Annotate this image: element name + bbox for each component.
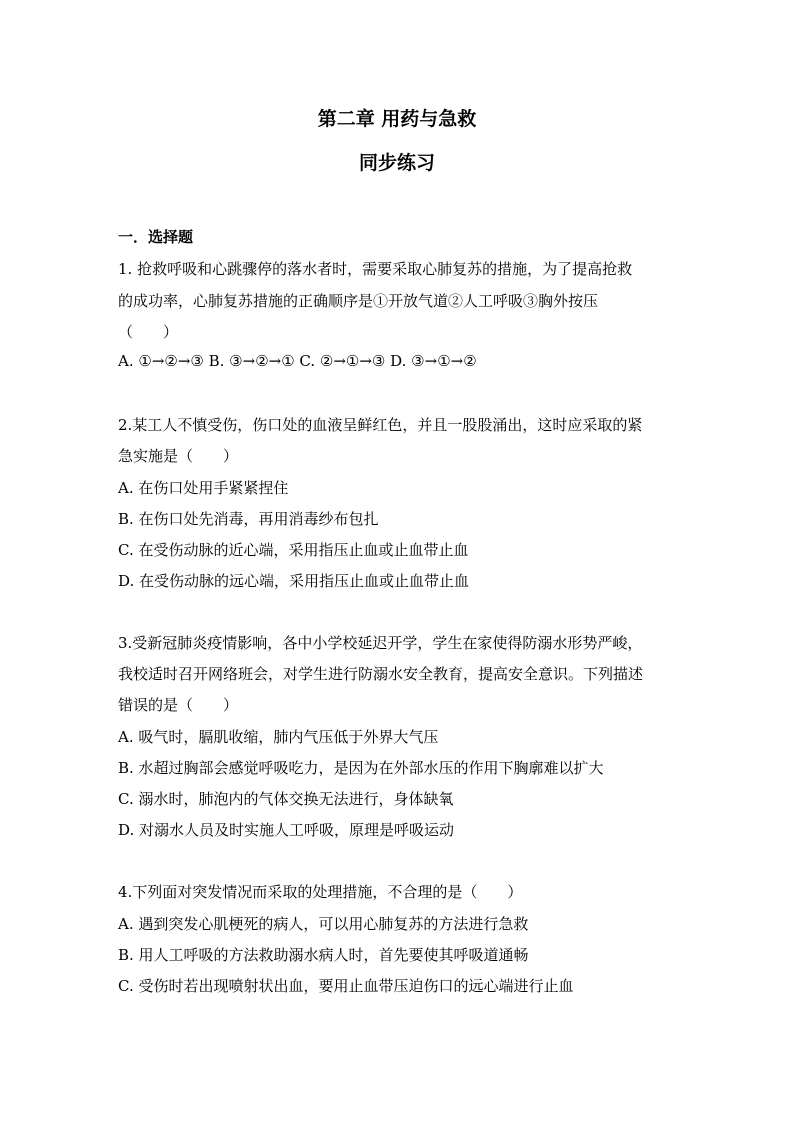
question-4-stem-line-1: 4.下列面对突发情况而采取的处理措施，不合理的是（ ） bbox=[118, 883, 523, 901]
question-3-option-a: A. 吸气时，膈肌收缩，肺内气压低于外界大气压 bbox=[118, 728, 439, 746]
question-3-option-d: D. 对溺水人员及时实施人工呼吸，原理是呼吸运动 bbox=[118, 821, 455, 839]
question-3-stem-line-3: 错误的是（ ） bbox=[118, 696, 239, 714]
question-3-stem-line-2: 我校适时召开网络班会，对学生进行防溺水安全教育，提高安全意识。下列描述 bbox=[118, 665, 644, 683]
question-2-stem-line-1: 2.某工人不慎受伤，伤口处的血液呈鲜红色，并且一股股涌出，这时应采取的紧 bbox=[118, 416, 643, 434]
section-heading: 一．选择题 bbox=[118, 228, 194, 246]
question-3-option-c: C. 溺水时，肺泡内的气体交换无法进行，身体缺氧 bbox=[118, 790, 454, 808]
question-2-option-a: A. 在伤口处用手紧紧捏住 bbox=[118, 479, 289, 497]
question-2-option-d: D. 在受伤动脉的远心端，采用指压止血或止血带止血 bbox=[118, 572, 470, 590]
page-subtitle: 同步练习 bbox=[358, 152, 435, 174]
question-2-stem-line-2: 急实施是（ ） bbox=[118, 447, 239, 465]
question-2-option-b: B. 在伤口处先消毒，再用消毒纱布包扎 bbox=[118, 510, 379, 528]
question-1-stem-line-1: 1. 抢救呼吸和心跳骤停的落水者时，需要采取心肺复苏的措施，为了提高抢救 bbox=[118, 260, 633, 278]
question-2-option-c: C. 在受伤动脉的近心端，采用指压止血或止血带止血 bbox=[118, 541, 469, 559]
question-1-stem-line-2: 的成功率，心肺复苏措施的正确顺序是①开放气道②人工呼吸③胸外按压 bbox=[118, 292, 599, 310]
question-4-option-a: A. 遇到突发心肌梗死的病人，可以用心肺复苏的方法进行急救 bbox=[118, 915, 529, 933]
question-1-options: A. ①→②→③ B. ③→②→① C. ②→①→③ D. ③→①→② bbox=[118, 352, 477, 370]
page-title: 第二章 用药与急救 bbox=[317, 108, 477, 130]
question-4-option-c: C. 受伤时若出现喷射状出血，要用止血带压迫伤口的远心端进行止血 bbox=[118, 977, 574, 995]
question-4-option-b: B. 用人工呼吸的方法救助溺水病人时，首先要使其呼吸道通畅 bbox=[118, 946, 529, 964]
question-3-stem-line-1: 3.受新冠肺炎疫情影响，各中小学校延迟开学，学生在家使得防溺水形势严峻， bbox=[118, 634, 643, 652]
question-3-option-b: B. 水超过胸部会感觉呼吸吃力，是因为在外部水压的作用下胸廓难以扩大 bbox=[118, 759, 604, 777]
question-1-stem-line-3: （ ） bbox=[118, 323, 179, 341]
